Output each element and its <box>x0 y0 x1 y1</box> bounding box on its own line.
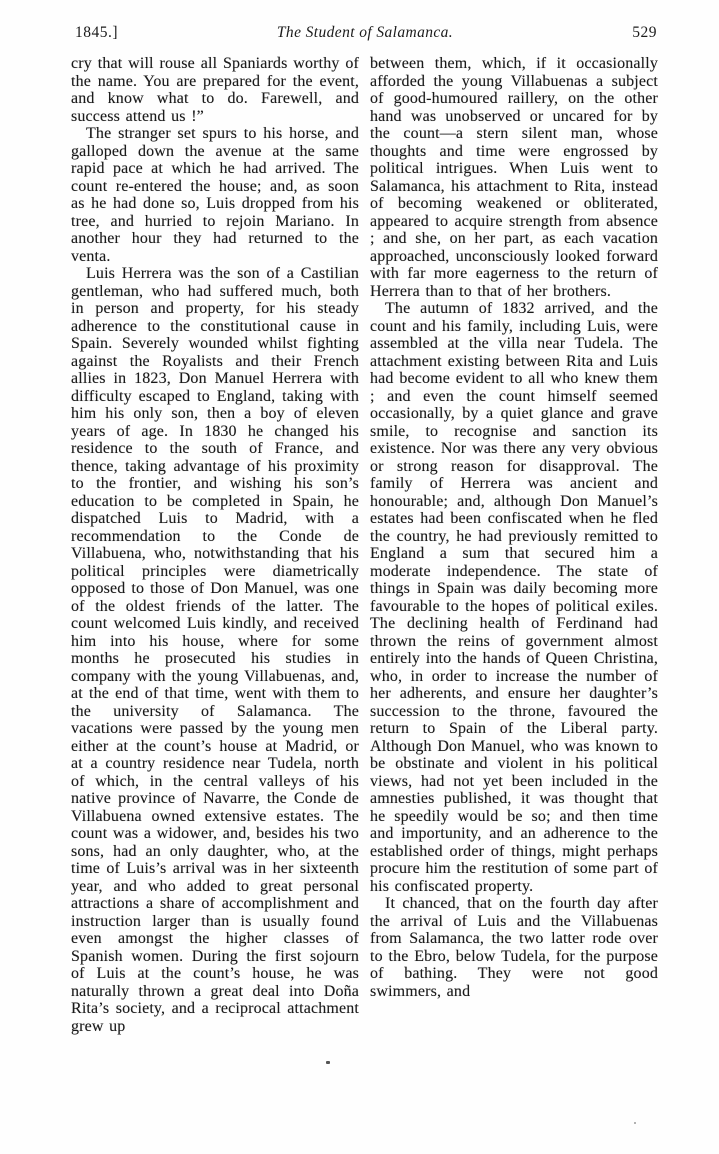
text-column-right <box>370 55 658 1035</box>
paragraph-autumn-1832: The autumn of 1832 arrived, and the count and his family, including Luis, were assembled at the villa near Tudela. The attachment existing between Rita and Luis had become evident to all who knew them ; and even the count himself seemed occasionally, by a quiet glance and grave smile, to recognise and sanction its existence. Nor was there any very obvious or strong reason for disapproval. The family of Herrera was ancient and honourable; and, although Don Manuel’s estates had been confiscated when he fled the country, he had previously remitted to England a sum that secured him a moderate independence. The state of things in Spain was daily becoming more favourable to the hopes of political exiles. The declining health of Ferdinand had thrown the reins of government almost entirely into the hands of Queen Christina, who, in order to increase the number of her adherents, and ensure her daughter’s succession to the throne, favoured the return to Spain of the Liberal party. Although Don Manuel, who was known to be obstinate and violent in his political views, had not yet been included in the amnesties published, it was thought that he speedily would be so; and then time and importunity, and an adherence to the established order of things, might perhaps procure him the restitution of some part of his confiscated property. <box>370 300 658 895</box>
running-header <box>71 24 659 46</box>
header-year: 1845.] <box>75 24 119 41</box>
text-column-left <box>71 55 359 1035</box>
ink-speck <box>634 1122 636 1124</box>
ink-speck <box>326 1061 330 1064</box>
header-title: The Student of Salamanca. <box>276 24 454 41</box>
paragraph-right-continuation: between them, which, if it occasionally afforded the young Villabuenas a subject of good-humoured raillery, on the other hand was unobserved or uncared for by the count—a stern silent man, whose thoughts and time were engrossed by political intrigues. When Luis went to Salamanca, his attachment to Rita, instead of becoming weakened or obliterated, appeared to acquire strength from absence ; and she, on her part, as each vacation approached, unconsciously looked forward with far more eagerness to the return of Herrera than to that of her brothers. <box>370 55 658 300</box>
text-columns <box>71 55 659 1035</box>
header-page-number: 529 <box>632 24 657 41</box>
paragraph-luis-herrera-history: Luis Herrera was the son of a Castilian gentleman, who had suffered much, both in person and property, for his steady adherence to the constitutional cause in Spain. Severely wounded whilst fighting against the Royalists and their French allies in 1823, Don Manuel Herrera with difficulty escaped to England, taking with him his only son, then a boy of eleven years of age. In 1830 he changed his residence to the south of France, and thence, taking advantage of his proximity to the frontier, and wishing his son’s education to be completed in Spain, he dispatched Luis to Madrid, with a recommendation to the Conde de Villabuena, who, notwithstanding that his political principles were diametrically opposed to those of Don Manuel, was one of the oldest friends of the latter. The count welcomed Luis kindly, and received him into his house, where for some months he prosecuted his studies in company with the young Villabuenas, and, at the end of that time, went with them to the university of Salamanca. The vacations were passed by the young men either at the count’s house at Madrid, or at a country residence near Tudela, north of which, in the central valleys of his native province of Navarre, the Conde de Villabuena owned extensive estates. The count was a widower, and, besides his two sons, had an only daughter, who, at the time of Luis’s arrival was in her sixteenth year, and who added to great personal attractions a share of accomplishment and instruction larger than is usually found even amongst the higher classes of Spanish women. During the first sojourn of Luis at the count’s house, he was naturally thrown a great deal into Doña Rita’s society, and a reciprocal attachment grew up <box>71 265 359 1035</box>
paragraph-it-chanced: It chanced, that on the fourth day after the arrival of Luis and the Villabuenas from Salamanca, the two latter rode over to the Ebro, below Tudela, for the purpose of bathing. They were not good swimmers, and <box>370 895 658 1000</box>
paragraph-stranger-departs: The stranger set spurs to his horse, and galloped down the avenue at the same rapid pace at which he had arrived. The count re-entered the house; and, as soon as he had done so, Luis dropped from his tree, and hurried to rejoin Mariano. In another hour they had returned to the venta. <box>71 125 359 265</box>
paragraph-left-continuation: cry that will rouse all Spaniards worthy of the name. You are prepared for the event, and know what to do. Farewell, and success attend us !” <box>71 55 359 125</box>
